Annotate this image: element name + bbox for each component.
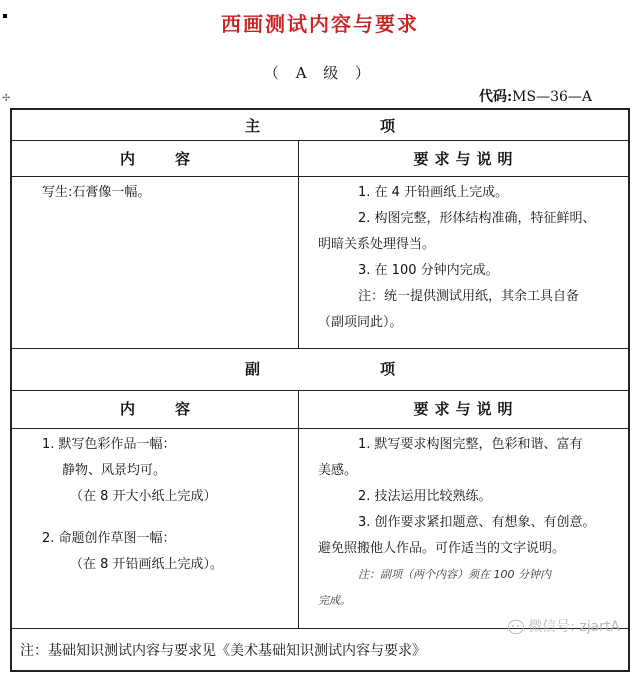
watermark — [508, 614, 620, 640]
sub-content-item: 静物、风景均可。 — [62, 463, 167, 478]
sub-content-item: （在 8 开大小纸上完成） — [70, 489, 217, 504]
row-divider — [12, 348, 628, 349]
row-divider — [12, 390, 628, 391]
requirement-line: 美感。 — [318, 463, 358, 478]
main-requirements-header: 要求与说明 — [413, 150, 519, 168]
column-divider — [298, 390, 299, 628]
row-divider — [12, 428, 628, 429]
requirement-line: 3. 在 100 分钟内完成。 — [358, 263, 499, 278]
main-requirements-list — [318, 180, 622, 336]
requirement-line: 2. 技法运用比较熟练。 — [358, 489, 492, 504]
main-section-header: 主项 — [244, 117, 515, 135]
main-content-item: 写生:石膏像一幅。 — [42, 185, 151, 200]
requirement-line: 明暗关系处理得当。 — [318, 237, 436, 252]
requirement-line: 2. 构图完整，形体结构准确，特征鲜明、 — [358, 211, 596, 226]
main-content-header: 内容 — [119, 150, 230, 168]
sub-requirements-header: 要求与说明 — [413, 400, 519, 418]
sub-content-item: （在 8 开铅画纸上完成）。 — [70, 557, 224, 572]
wechat-icon — [508, 620, 524, 634]
requirement-line: 避免照搬他人作品。可作适当的文字说明。 — [318, 541, 566, 556]
page-title: 西画测试内容与要求 — [221, 12, 419, 36]
sub-content-item: 1. 默写色彩作品一幅： — [42, 437, 176, 452]
requirement-line: 注：统一提供测试用纸，其余工具自备 — [358, 289, 580, 304]
requirement-line: 完成。 — [318, 594, 351, 607]
code-label — [479, 86, 592, 106]
code-label-text: 代码: — [478, 89, 513, 105]
footer-note: 注：基础知识测试内容与要求见《美术基础知识测试内容与要求》 — [20, 643, 426, 659]
requirement-line: 3. 创作要求紧扣题意、有想象、有创意。 — [358, 515, 596, 530]
row-divider — [12, 176, 628, 177]
requirement-line: 注：副项（两个内容）须在 100 分钟内 — [358, 568, 551, 581]
sub-content-list — [42, 432, 292, 578]
sub-content-item: 2. 命题创作草图一幅： — [42, 531, 176, 546]
sub-content-header: 内容 — [119, 400, 230, 418]
sub-section-header: 副项 — [244, 360, 515, 378]
requirement-line: 1. 在 4 开铅画纸上完成。 — [358, 185, 509, 200]
requirement-line: （副项同此）。 — [318, 315, 403, 330]
requirements-table — [10, 108, 630, 672]
watermark-text: 微信号: zjartA — [528, 619, 620, 635]
code-value: MS—36—A — [512, 89, 592, 105]
requirement-line: 1. 默写要求构图完整，色彩和谐、富有 — [358, 437, 583, 452]
sub-requirements-list — [318, 432, 622, 614]
level-label: （ A 级 ） — [263, 64, 377, 82]
row-divider — [12, 140, 628, 141]
move-handle-icon: ✢ — [2, 93, 11, 104]
